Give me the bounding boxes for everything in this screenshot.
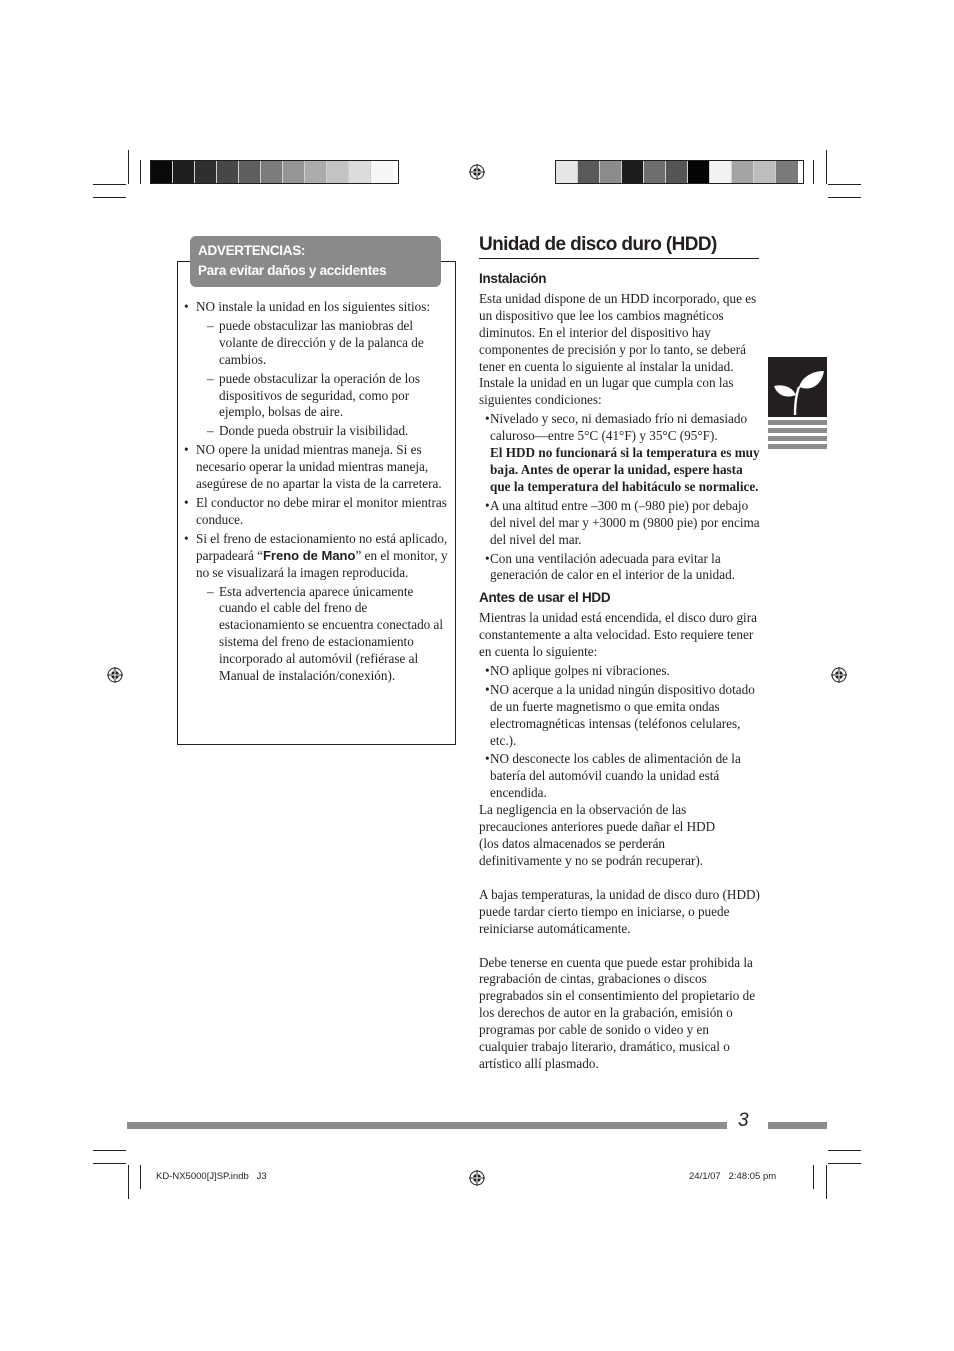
crop-mark: [828, 184, 861, 185]
list-item: – puede obstaculizar las maniobras del volante de dirección y de la palanca de cambios.: [196, 318, 454, 369]
list-item: • NO desconecte los cables de alimentación de la batería del automóvil cuando la unidad está encendida.: [479, 751, 761, 802]
warning-content: [178, 299, 454, 685]
list-item: • NO opere la unidad mientras maneja. Si es necesario operar la unidad mientras maneja, asegúrese de no apartar la vista de la carretera.: [178, 442, 454, 493]
list-item: • A una altitud entre –300 m (–980 pie) por debajo del nivel del mar y +3000 m (9800 pie) por encima del nivel del mar.: [479, 498, 761, 549]
list-item: • NO aplique golpes ni vibraciones.: [479, 663, 761, 680]
tab-stripe: [768, 444, 827, 449]
crop-mark: [93, 197, 126, 198]
section-tab: [768, 357, 827, 417]
registration-mark-icon: [469, 164, 485, 180]
crop-mark: [93, 1163, 126, 1164]
sub-list: [196, 318, 454, 440]
bottom-bar: [127, 1122, 727, 1129]
before-intro: Mientras la unidad está encendida, el disco duro gira constantemente a alta velocidad. Esto requiere tener en cuenta lo siguiente:: [479, 610, 757, 660]
crop-mark: [813, 160, 814, 184]
sprout-icon: [768, 357, 827, 417]
section-heading-instalacion: Instalación: [479, 271, 547, 286]
sub-list: [196, 584, 454, 685]
warning-title: ADVERTENCIAS:: [198, 243, 306, 258]
crop-mark: [828, 197, 861, 198]
crop-mark: [140, 160, 141, 184]
main-content: [479, 271, 761, 1073]
list-item: – Esta advertencia aparece únicamente cuando el cable del freno de estacionamiento se encuentra conectado al sistema del freno de estacionamiento incorporado al automóvil (refiérase al Manual de instalación/conexión).: [196, 584, 454, 685]
page-title: Unidad de disco duro (HDD): [479, 234, 717, 255]
osd-indicator-text: Freno de Mano: [262, 547, 356, 563]
warning-list: [178, 299, 454, 685]
crop-mark: [813, 1165, 814, 1189]
crop-mark: [828, 1163, 861, 1164]
crop-mark: [826, 1165, 827, 1199]
footer-date-info: 24/1/07 2:48:05 pm: [689, 1171, 777, 1182]
negligence-note: La negligencia en la observación de las precauciones anteriores puede dañar el HDD (los datos almacenados se perderán definitivamente y no se podrán recuperar).: [479, 802, 716, 868]
temperature-warning: El HDD no funcionará si la temperatura es muy baja. Antes de operar la unidad, espere hasta que la temperatura del habitáculo se normalice.: [490, 445, 760, 494]
list-item: • NO acerque a la unidad ningún dispositivo dotado de un fuerte magnetismo o que emita ondas electromagnéticas intensas (teléfonos celulares, etc.).: [479, 682, 761, 750]
bottom-bar: [768, 1122, 827, 1129]
crop-mark: [140, 1165, 141, 1189]
color-bar-right: [555, 160, 804, 184]
crop-mark: [93, 184, 126, 185]
before-list: [479, 663, 761, 802]
install-intro: Esta unidad dispone de un HDD incorporado, que es un dispositivo que lee los cambios magnéticos diminutos. En el interior del dispositivo hay componentes de precisión y por lo tanto, se deberá tener en cuenta lo siguiente al instalar la unidad. Instale la unidad en un lugar que cumpla con las siguientes condiciones:: [479, 290, 757, 408]
page-number: 3: [738, 1110, 749, 1131]
crop-mark: [826, 150, 827, 184]
title-rule: [479, 258, 759, 259]
tab-stripe: [768, 420, 827, 425]
registration-mark-icon: [107, 667, 123, 683]
warning-header: [190, 236, 441, 287]
crop-mark: [828, 1150, 861, 1151]
list-item: – puede obstaculizar la operación de los dispositivos de seguridad, como por ejemplo, bolsas de aire.: [196, 371, 454, 422]
install-list: [479, 411, 761, 584]
list-item: • Nivelado y seco, ni demasiado frío ni demasiado caluroso—entre 5°C (41°F) y 35°C (95°F). El HDD no funcionará si la temperatura es muy baja. Antes de operar la unidad, espere hasta que la temperatura del habitáculo se normalice.: [479, 411, 761, 496]
color-bar-left: [150, 160, 399, 184]
low-temperature-note: A bajas temperaturas, la unidad de disco duro (HDD) puede tardar cierto tiempo en iniciarse, o puede reiniciarse automáticamente.: [479, 886, 760, 936]
section-heading-antes: Antes de usar el HDD: [479, 590, 611, 606]
crop-mark: [128, 150, 129, 184]
list-item: – Donde pueda obstruir la visibilidad.: [196, 423, 454, 440]
list-item: • Con una ventilación adecuada para evitar la generación de calor en el interior de la unidad.: [479, 551, 761, 585]
warning-subtitle: Para evitar daños y accidentes: [198, 263, 387, 278]
registration-mark-icon: [831, 667, 847, 683]
registration-mark-icon: [469, 1170, 485, 1186]
list-item: • NO instale la unidad en los siguientes sitios: – puede obstaculizar las maniobras del volante de dirección y de la palanca de cambios. – puede obstaculizar la operación de los dispositivos de seguridad, como por ejemplo, bolsas de aire. – Donde pueda obstruir la visibilidad.: [178, 299, 454, 440]
tab-stripe: [768, 436, 827, 441]
list-item: • El conductor no debe mirar el monitor mientras conduce.: [178, 495, 454, 529]
tab-stripe: [768, 428, 827, 433]
list-item: • Si el freno de estacionamiento no está aplicado, parpadeará “Freno de Mano” en el monitor, y no se visualizará la imagen reproducida. – Esta advertencia aparece únicamente cuando el cable del freno de estacionamiento se encuentra conectado al sistema del freno de estacionamiento incorporado al automóvil (refiérase al Manual de instalación/conexión).: [178, 531, 454, 685]
footer-file-info: KD-NX5000[J]SP.indb J3: [156, 1171, 267, 1182]
copyright-note: Debe tenerse en cuenta que puede estar prohibida la regrabación de cintas, grabaciones o discos pregrabados sin el consentimiento del propietario de los derechos de autor en la grabación, emisión o programas por cable de sonido o video y en cualquier trabajo literario, dramático, musical o artístico allí plasmado.: [479, 954, 756, 1071]
crop-mark: [128, 1165, 129, 1199]
crop-mark: [93, 1150, 126, 1151]
